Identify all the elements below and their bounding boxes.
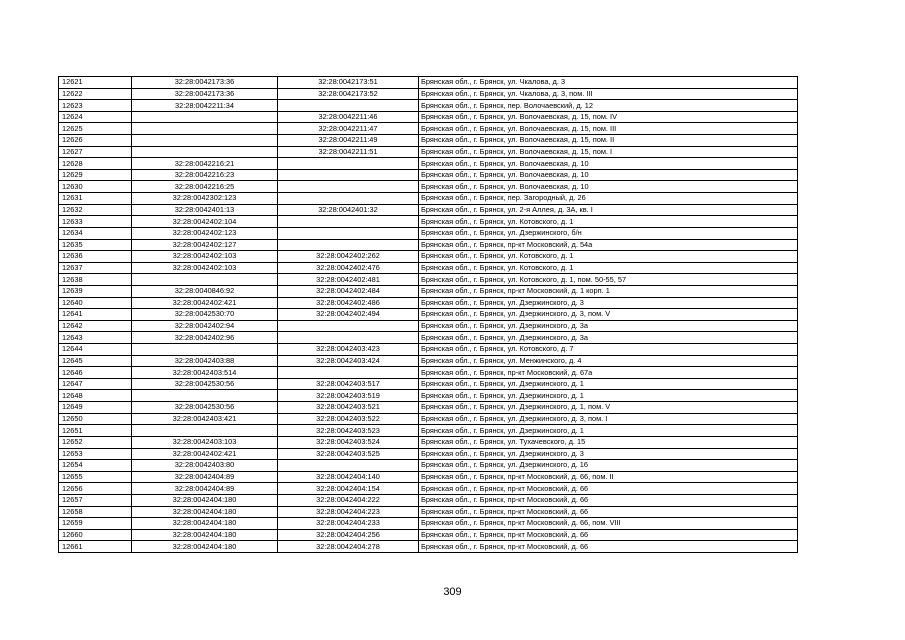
row-number-cell: 12629 [59, 169, 132, 181]
table-row [59, 402, 798, 414]
row-number-cell: 12656 [59, 483, 132, 495]
object-cadastral-number-cell: 32:28:0042403:521 [278, 402, 419, 414]
address-cell: Брянская обл., г. Брянск, пр-кт Московский, д. 66, пом. VIII [419, 518, 798, 530]
land-cadastral-number-cell: 32:28:0042404:89 [132, 471, 278, 483]
land-cadastral-number-cell: 32:28:0042216:23 [132, 169, 278, 181]
row-number-cell: 12659 [59, 518, 132, 530]
address-cell: Брянская обл., г. Брянск, ул. Дзержинского, д. 3, пом. I [419, 413, 798, 425]
table-row [59, 448, 798, 460]
object-cadastral-number-cell: 32:28:0042404:223 [278, 506, 419, 518]
land-cadastral-number-cell: 32:28:0042216:21 [132, 158, 278, 170]
land-cadastral-number-cell: 32:28:0042402:127 [132, 239, 278, 251]
table-row [59, 135, 798, 147]
address-cell: Брянская обл., г. Брянск, ул. Чкалова, д. 3 [419, 77, 798, 89]
table-row [59, 309, 798, 321]
address-cell: Брянская обл., г. Брянск, ул. Дзержинского, д. 1, пом. V [419, 402, 798, 414]
address-cell: Брянская обл., г. Брянск, ул. Дзержинского, д. 3а [419, 332, 798, 344]
table-row [59, 425, 798, 437]
table-row [59, 158, 798, 170]
object-cadastral-number-cell: 32:28:0042402:262 [278, 251, 419, 263]
object-cadastral-number-cell: 32:28:0042403:517 [278, 378, 419, 390]
land-cadastral-number-cell: 32:28:0042402:123 [132, 227, 278, 239]
land-cadastral-number-cell: 32:28:0042216:25 [132, 181, 278, 193]
object-cadastral-number-cell: 32:28:0042173:51 [278, 77, 419, 89]
row-number-cell: 12641 [59, 309, 132, 321]
table-row [59, 367, 798, 379]
row-number-cell: 12636 [59, 251, 132, 263]
land-cadastral-number-cell: 32:28:0042173:36 [132, 77, 278, 89]
row-number-cell: 12645 [59, 355, 132, 367]
table-row [59, 123, 798, 135]
land-cadastral-number-cell: 32:28:0042401:13 [132, 204, 278, 216]
land-cadastral-number-cell [132, 425, 278, 437]
table-row [59, 390, 798, 402]
page-number: 309 [443, 586, 462, 598]
land-cadastral-number-cell: 32:28:0042402:421 [132, 448, 278, 460]
row-number-cell: 12654 [59, 460, 132, 472]
table-body [59, 77, 798, 553]
land-cadastral-number-cell: 32:28:0042402:421 [132, 297, 278, 309]
property-registry-table [58, 76, 798, 553]
address-cell: Брянская обл., г. Брянск, ул. Дзержинского, д. 1 [419, 378, 798, 390]
object-cadastral-number-cell: 32:28:0042404:222 [278, 494, 419, 506]
address-cell: Брянская обл., г. Брянск, ул. Волочаевская, д. 10 [419, 181, 798, 193]
table-row [59, 378, 798, 390]
land-cadastral-number-cell: 32:28:0042530:56 [132, 378, 278, 390]
land-cadastral-number-cell: 32:28:0042403:103 [132, 436, 278, 448]
land-cadastral-number-cell: 32:28:0042530:56 [132, 402, 278, 414]
table-row [59, 529, 798, 541]
object-cadastral-number-cell: 32:28:0042211:49 [278, 135, 419, 147]
object-cadastral-number-cell: 32:28:0042403:525 [278, 448, 419, 460]
row-number-cell: 12634 [59, 227, 132, 239]
object-cadastral-number-cell: 32:28:0042403:519 [278, 390, 419, 402]
address-cell: Брянская обл., г. Брянск, ул. Волочаевская, д. 15, пом. II [419, 135, 798, 147]
table-row [59, 332, 798, 344]
address-cell: Брянская обл., г. Брянск, ул. Котовского, д. 1 [419, 251, 798, 263]
land-cadastral-number-cell [132, 274, 278, 286]
row-number-cell: 12627 [59, 146, 132, 158]
table-row [59, 506, 798, 518]
row-number-cell: 12642 [59, 320, 132, 332]
object-cadastral-number-cell: 32:28:0042404:233 [278, 518, 419, 530]
table-row [59, 181, 798, 193]
row-number-cell: 12638 [59, 274, 132, 286]
land-cadastral-number-cell: 32:28:0042404:180 [132, 541, 278, 553]
object-cadastral-number-cell [278, 169, 419, 181]
table-row [59, 413, 798, 425]
address-cell: Брянская обл., г. Брянск, ул. Дзержинского, д. 3 [419, 297, 798, 309]
row-number-cell: 12626 [59, 135, 132, 147]
land-cadastral-number-cell: 32:28:0040846:92 [132, 285, 278, 297]
land-cadastral-number-cell: 32:28:0042404:180 [132, 518, 278, 530]
row-number-cell: 12648 [59, 390, 132, 402]
object-cadastral-number-cell [278, 158, 419, 170]
address-cell: Брянская обл., г. Брянск, пр-кт Московский, д. 1 корп. 1 [419, 285, 798, 297]
object-cadastral-number-cell: 32:28:0042402:484 [278, 285, 419, 297]
land-cadastral-number-cell: 32:28:0042402:103 [132, 251, 278, 263]
table-row [59, 251, 798, 263]
table-row [59, 262, 798, 274]
address-cell: Брянская обл., г. Брянск, ул. Волочаевская, д. 15, пом. IV [419, 111, 798, 123]
table-row [59, 274, 798, 286]
address-cell: Брянская обл., г. Брянск, пр-кт Московский, д. 66 [419, 541, 798, 553]
address-cell: Брянская обл., г. Брянск, пр-кт Московский, д. 66 [419, 494, 798, 506]
object-cadastral-number-cell: 32:28:0042402:494 [278, 309, 419, 321]
row-number-cell: 12643 [59, 332, 132, 344]
address-cell: Брянская обл., г. Брянск, ул. Дзержинского, д. 3, пом. V [419, 309, 798, 321]
land-cadastral-number-cell: 32:28:0042403:88 [132, 355, 278, 367]
object-cadastral-number-cell: 32:28:0042403:523 [278, 425, 419, 437]
row-number-cell: 12655 [59, 471, 132, 483]
object-cadastral-number-cell: 32:28:0042403:423 [278, 344, 419, 356]
address-cell: Брянская обл., г. Брянск, пер. Загородный, д. 26 [419, 193, 798, 205]
land-cadastral-number-cell [132, 123, 278, 135]
row-number-cell: 12644 [59, 344, 132, 356]
table-row [59, 344, 798, 356]
object-cadastral-number-cell: 32:28:0042403:424 [278, 355, 419, 367]
address-cell: Брянская обл., г. Брянск, ул. Котовского, д. 1 [419, 216, 798, 228]
table-row [59, 518, 798, 530]
object-cadastral-number-cell [278, 216, 419, 228]
address-cell: Брянская обл., г. Брянск, ул. Волочаевская, д. 10 [419, 169, 798, 181]
address-cell: Брянская обл., г. Брянск, ул. Дзержинского, д. 3 [419, 448, 798, 460]
table-row [59, 285, 798, 297]
land-cadastral-number-cell: 32:28:0042404:180 [132, 494, 278, 506]
land-cadastral-number-cell: 32:28:0042211:34 [132, 100, 278, 112]
object-cadastral-number-cell: 32:28:0042404:154 [278, 483, 419, 495]
address-cell: Брянская обл., г. Брянск, ул. Волочаевская, д. 15, пом. I [419, 146, 798, 158]
address-cell: Брянская обл., г. Брянск, ул. Дзержинского, д. 3а [419, 320, 798, 332]
object-cadastral-number-cell [278, 332, 419, 344]
table-row [59, 100, 798, 112]
land-cadastral-number-cell [132, 135, 278, 147]
land-cadastral-number-cell: 32:28:0042402:104 [132, 216, 278, 228]
table-row [59, 193, 798, 205]
row-number-cell: 12624 [59, 111, 132, 123]
table-row [59, 216, 798, 228]
row-number-cell: 12647 [59, 378, 132, 390]
row-number-cell: 12621 [59, 77, 132, 89]
table-row [59, 88, 798, 100]
address-cell: Брянская обл., г. Брянск, ул. Котовского, д. 7 [419, 344, 798, 356]
address-cell: Брянская обл., г. Брянск, ул. Волочаевская, д. 15, пом. III [419, 123, 798, 135]
row-number-cell: 12650 [59, 413, 132, 425]
address-cell: Брянская обл., г. Брянск, пр-кт Московский, д. 66 [419, 506, 798, 518]
address-cell: Брянская обл., г. Брянск, ул. Волочаевская, д. 10 [419, 158, 798, 170]
row-number-cell: 12658 [59, 506, 132, 518]
row-number-cell: 12635 [59, 239, 132, 251]
address-cell: Брянская обл., г. Брянск, пр-кт Московский, д. 66, пом. II [419, 471, 798, 483]
land-cadastral-number-cell: 32:28:0042403:80 [132, 460, 278, 472]
object-cadastral-number-cell: 32:28:0042402:476 [278, 262, 419, 274]
address-cell: Брянская обл., г. Брянск, ул. Дзержинского, д. 16 [419, 460, 798, 472]
land-cadastral-number-cell: 32:28:0042402:103 [132, 262, 278, 274]
land-cadastral-number-cell: 32:28:0042404:180 [132, 506, 278, 518]
row-number-cell: 12622 [59, 88, 132, 100]
address-cell: Брянская обл., г. Брянск, ул. Дзержинского, д. 1 [419, 390, 798, 402]
row-number-cell: 12633 [59, 216, 132, 228]
land-cadastral-number-cell [132, 344, 278, 356]
row-number-cell: 12631 [59, 193, 132, 205]
table-row [59, 460, 798, 472]
object-cadastral-number-cell [278, 460, 419, 472]
row-number-cell: 12623 [59, 100, 132, 112]
row-number-cell: 12651 [59, 425, 132, 437]
land-cadastral-number-cell: 32:28:0042402:96 [132, 332, 278, 344]
address-cell: Брянская обл., г. Брянск, пер. Волочаевский, д. 12 [419, 100, 798, 112]
table-row [59, 204, 798, 216]
land-cadastral-number-cell: 32:28:0042404:180 [132, 529, 278, 541]
row-number-cell: 12639 [59, 285, 132, 297]
land-cadastral-number-cell: 32:28:0042403:514 [132, 367, 278, 379]
address-cell: Брянская обл., г. Брянск, ул. Дзержинского, б/н [419, 227, 798, 239]
object-cadastral-number-cell: 32:28:0042404:278 [278, 541, 419, 553]
object-cadastral-number-cell: 32:28:0042403:522 [278, 413, 419, 425]
table-row [59, 541, 798, 553]
row-number-cell: 12661 [59, 541, 132, 553]
object-cadastral-number-cell: 32:28:0042173:52 [278, 88, 419, 100]
address-cell: Брянская обл., г. Брянск, пр-кт Московский, д. 67а [419, 367, 798, 379]
table-row [59, 436, 798, 448]
object-cadastral-number-cell: 32:28:0042404:256 [278, 529, 419, 541]
row-number-cell: 12646 [59, 367, 132, 379]
object-cadastral-number-cell [278, 227, 419, 239]
object-cadastral-number-cell [278, 100, 419, 112]
object-cadastral-number-cell: 32:28:0042401:32 [278, 204, 419, 216]
object-cadastral-number-cell: 32:28:0042211:46 [278, 111, 419, 123]
object-cadastral-number-cell: 32:28:0042403:524 [278, 436, 419, 448]
table-row [59, 169, 798, 181]
land-cadastral-number-cell: 32:28:0042173:36 [132, 88, 278, 100]
object-cadastral-number-cell [278, 367, 419, 379]
address-cell: Брянская обл., г. Брянск, ул. Котовского, д. 1, пом. 50-55, 57 [419, 274, 798, 286]
table-row [59, 297, 798, 309]
address-cell: Брянская обл., г. Брянск, пр-кт Московский, д. 66 [419, 483, 798, 495]
table-row [59, 355, 798, 367]
land-cadastral-number-cell: 32:28:0042403:421 [132, 413, 278, 425]
row-number-cell: 12637 [59, 262, 132, 274]
row-number-cell: 12660 [59, 529, 132, 541]
object-cadastral-number-cell [278, 239, 419, 251]
row-number-cell: 12625 [59, 123, 132, 135]
object-cadastral-number-cell: 32:28:0042402:481 [278, 274, 419, 286]
address-cell: Брянская обл., г. Брянск, ул. Котовского, д. 1 [419, 262, 798, 274]
table-row [59, 471, 798, 483]
land-cadastral-number-cell [132, 111, 278, 123]
row-number-cell: 12649 [59, 402, 132, 414]
address-cell: Брянская обл., г. Брянск, ул. Чкалова, д. 3, пом. III [419, 88, 798, 100]
address-cell: Брянская обл., г. Брянск, ул. Тухачевского, д. 15 [419, 436, 798, 448]
row-number-cell: 12632 [59, 204, 132, 216]
row-number-cell: 12640 [59, 297, 132, 309]
row-number-cell: 12657 [59, 494, 132, 506]
object-cadastral-number-cell: 32:28:0042404:140 [278, 471, 419, 483]
object-cadastral-number-cell [278, 320, 419, 332]
address-cell: Брянская обл., г. Брянск, пр-кт Московский, д. 54а [419, 239, 798, 251]
object-cadastral-number-cell: 32:28:0042211:47 [278, 123, 419, 135]
table-row [59, 77, 798, 89]
land-cadastral-number-cell: 32:28:0042402:94 [132, 320, 278, 332]
table-row [59, 483, 798, 495]
row-number-cell: 12628 [59, 158, 132, 170]
address-cell: Брянская обл., г. Брянск, ул. Дзержинского, д. 1 [419, 425, 798, 437]
table-row [59, 146, 798, 158]
address-cell: Брянская обл., г. Брянск, пр-кт Московский, д. 66 [419, 529, 798, 541]
table-row [59, 227, 798, 239]
object-cadastral-number-cell [278, 193, 419, 205]
row-number-cell: 12630 [59, 181, 132, 193]
land-cadastral-number-cell: 32:28:0042302:123 [132, 193, 278, 205]
land-cadastral-number-cell [132, 390, 278, 402]
object-cadastral-number-cell: 32:28:0042211:51 [278, 146, 419, 158]
table-row [59, 320, 798, 332]
row-number-cell: 12652 [59, 436, 132, 448]
row-number-cell: 12653 [59, 448, 132, 460]
land-cadastral-number-cell [132, 146, 278, 158]
table-row [59, 111, 798, 123]
table-row [59, 239, 798, 251]
land-cadastral-number-cell: 32:28:0042530:70 [132, 309, 278, 321]
land-cadastral-number-cell: 32:28:0042404:89 [132, 483, 278, 495]
address-cell: Брянская обл., г. Брянск, ул. 2-я Аллея, д. 3А, кв. I [419, 204, 798, 216]
object-cadastral-number-cell [278, 181, 419, 193]
address-cell: Брянская обл., г. Брянск, ул. Менжинского, д. 4 [419, 355, 798, 367]
object-cadastral-number-cell: 32:28:0042402:486 [278, 297, 419, 309]
table-row [59, 494, 798, 506]
